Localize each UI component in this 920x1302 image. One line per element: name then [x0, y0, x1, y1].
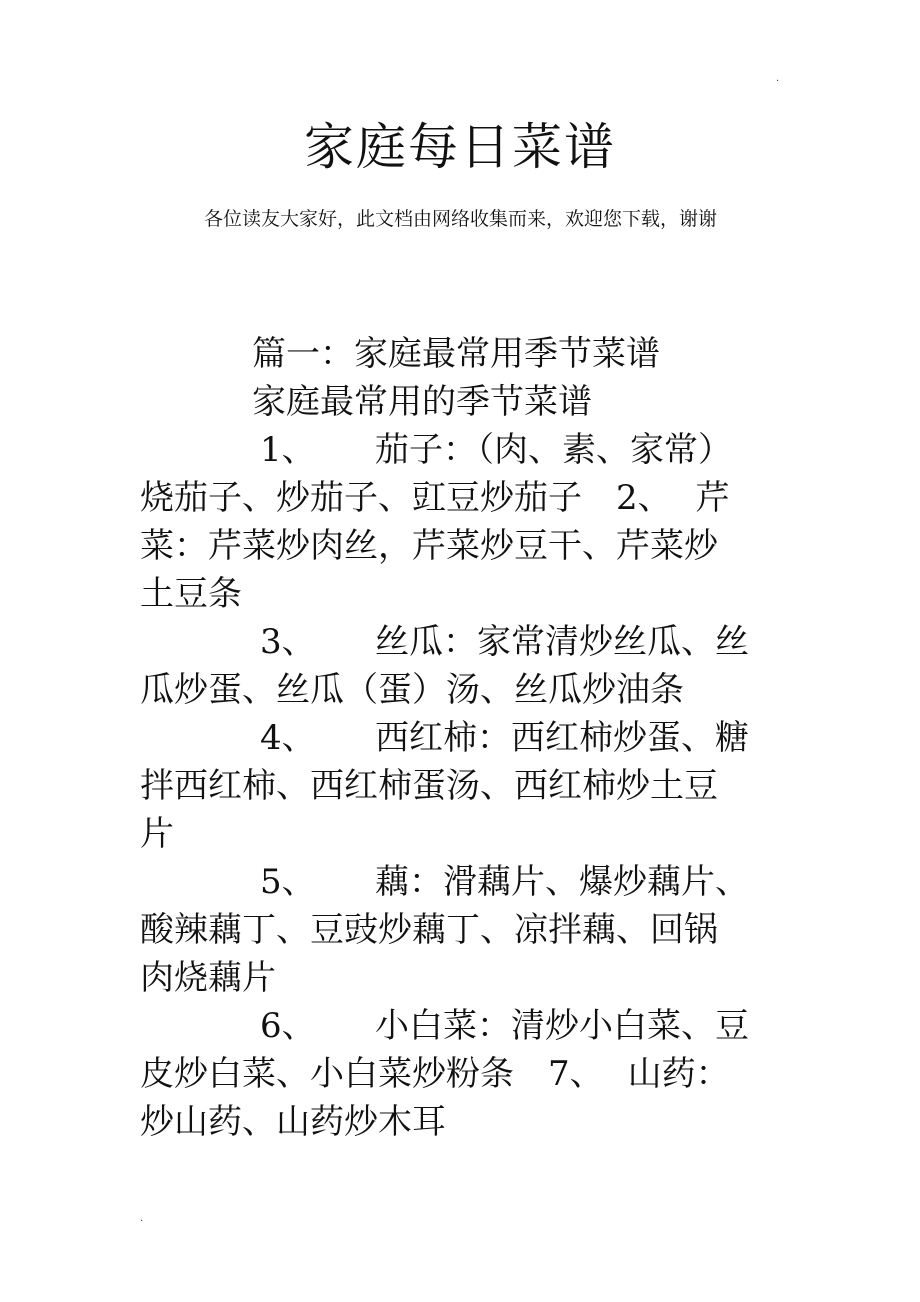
recipe-line: 土豆条	[140, 574, 242, 614]
item-text: 皮炒白菜、小白菜炒粉条	[140, 1054, 514, 1094]
item-number: 7、	[548, 1054, 604, 1094]
document-title: 家庭每日菜谱	[304, 118, 616, 176]
item-number: 1、	[260, 430, 316, 470]
item-text: 山药：	[627, 1054, 730, 1094]
recipe-line	[140, 474, 790, 522]
page-bottom-mark: .	[140, 1213, 144, 1224]
recipe-line: 瓜炒蛋、丝瓜（蛋）汤、丝瓜炒油条	[140, 670, 684, 710]
item-text: 丝瓜：家常清炒丝瓜、丝	[375, 622, 749, 662]
recipe-line	[140, 1050, 790, 1098]
recipe-line	[140, 618, 790, 666]
item-number: 4、	[260, 718, 316, 758]
section-heading: 篇一：家庭最常用季节菜谱	[252, 334, 660, 374]
recipe-line: 片	[140, 814, 174, 854]
item-text: 烧茄子、炒茄子、豇豆炒茄子	[140, 478, 582, 518]
recipe-body	[140, 330, 790, 1146]
item-text: 小白菜：清炒小白菜、豆	[375, 1006, 749, 1046]
item-number: 5、	[260, 862, 316, 902]
intro-paragraph: 各位读友大家好，此文档由网络收集而来，欢迎您下载，谢谢	[204, 208, 718, 230]
recipe-line	[140, 714, 790, 762]
item-text: 茄子：（肉、素、家常）	[375, 430, 732, 470]
recipe-line: 菜：芹菜炒肉丝，芹菜炒豆干、芹菜炒	[140, 526, 718, 566]
item-number: 2、	[616, 478, 672, 518]
recipe-line: 肉烧藕片	[140, 958, 276, 998]
item-text: 西红柿：西红柿炒蛋、糖	[375, 718, 749, 758]
recipe-line	[140, 858, 790, 906]
item-number: 6、	[260, 1006, 316, 1046]
recipe-line: 酸辣藕丁、豆豉炒藕丁、凉拌藕、回锅	[140, 910, 718, 950]
recipe-line: 拌西红柿、西红柿蛋汤、西红柿炒土豆	[140, 766, 718, 806]
recipe-line	[140, 426, 790, 474]
recipe-line: 炒山药、山药炒木耳	[140, 1102, 446, 1142]
item-number: 3、	[260, 622, 316, 662]
page-top-mark: .	[776, 73, 780, 84]
subheading: 家庭最常用的季节菜谱	[252, 382, 592, 422]
item-text: 芹	[695, 478, 730, 518]
item-text: 藕：滑藕片、爆炒藕片、	[375, 862, 749, 902]
recipe-line	[140, 1002, 790, 1050]
